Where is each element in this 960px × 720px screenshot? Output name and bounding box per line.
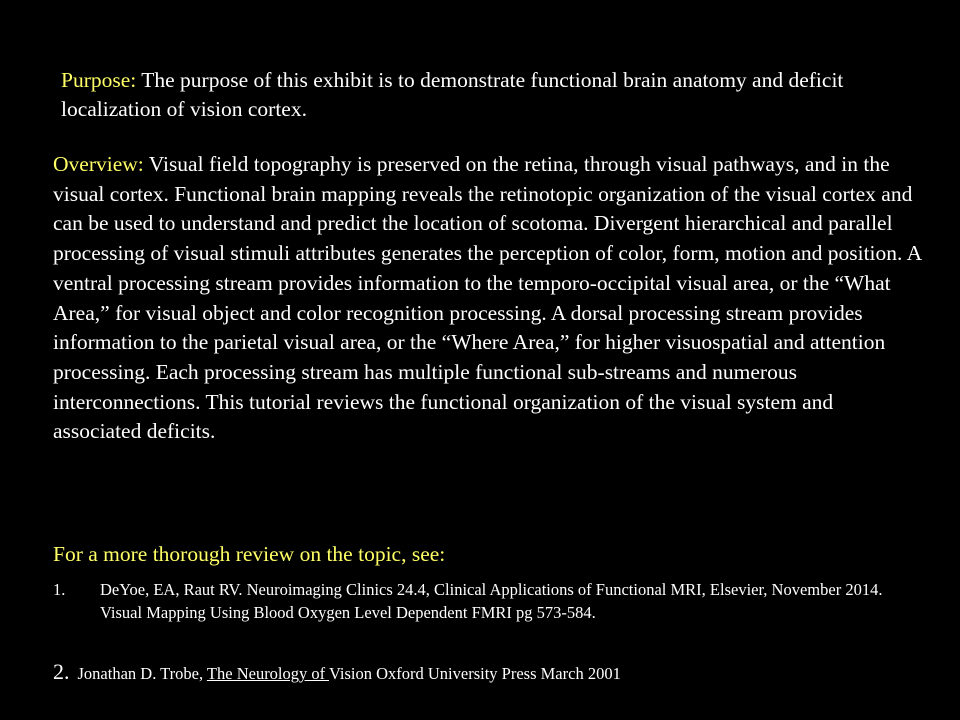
overview-label: Overview: [53,152,144,176]
reference-item [53,579,913,624]
reference-book-title: The Neurology of [206,664,329,683]
reference-number: 2. [53,659,70,684]
reference-number: 1. [53,580,66,599]
reference-publisher: Vision Oxford University Press March 2001 [328,664,621,683]
reference-author: Jonathan D. Trobe, [77,664,207,683]
reference-item [53,659,933,687]
purpose-text: The purpose of this exhibit is to demonstrate functional brain anatomy and deficit localization of vision cortex. [61,68,844,121]
review-heading: For a more thorough review on the topic, see: [53,542,446,566]
purpose-paragraph [61,66,921,124]
purpose-label: Purpose: [61,68,137,92]
overview-text: Visual field topography is preserved on the retina, through visual pathways, and in the visual cortex. Functional brain mapping reveals the retinotopic organization of the visual cortex and can be used to understand and predict the location of scotoma. Divergent hierarchical and parallel processing of visual stimuli attributes generates the perception of color, form, motion and position. A ventral processing stream provides information to the temporo-occipital visual area, or the “What Area,” for visual object and color recognition processing. A dorsal processing stream provides information to the parietal visual area, or the “Where Area,” for higher visuospatial and attention processing. Each processing stream has multiple functional sub-streams and numerous interconnections. This tutorial reviews the functional organization of the visual system and associated deficits. [53,152,921,444]
overview-paragraph [53,150,923,447]
reference-text: DeYoe, EA, Raut RV. Neuroimaging Clinics 24.4, Clinical Applications of Functional MRI, Elsevier, November 2014. Visual Mapping Using Blood Oxygen Level Dependent FMRI pg 573-584. [100,580,883,622]
